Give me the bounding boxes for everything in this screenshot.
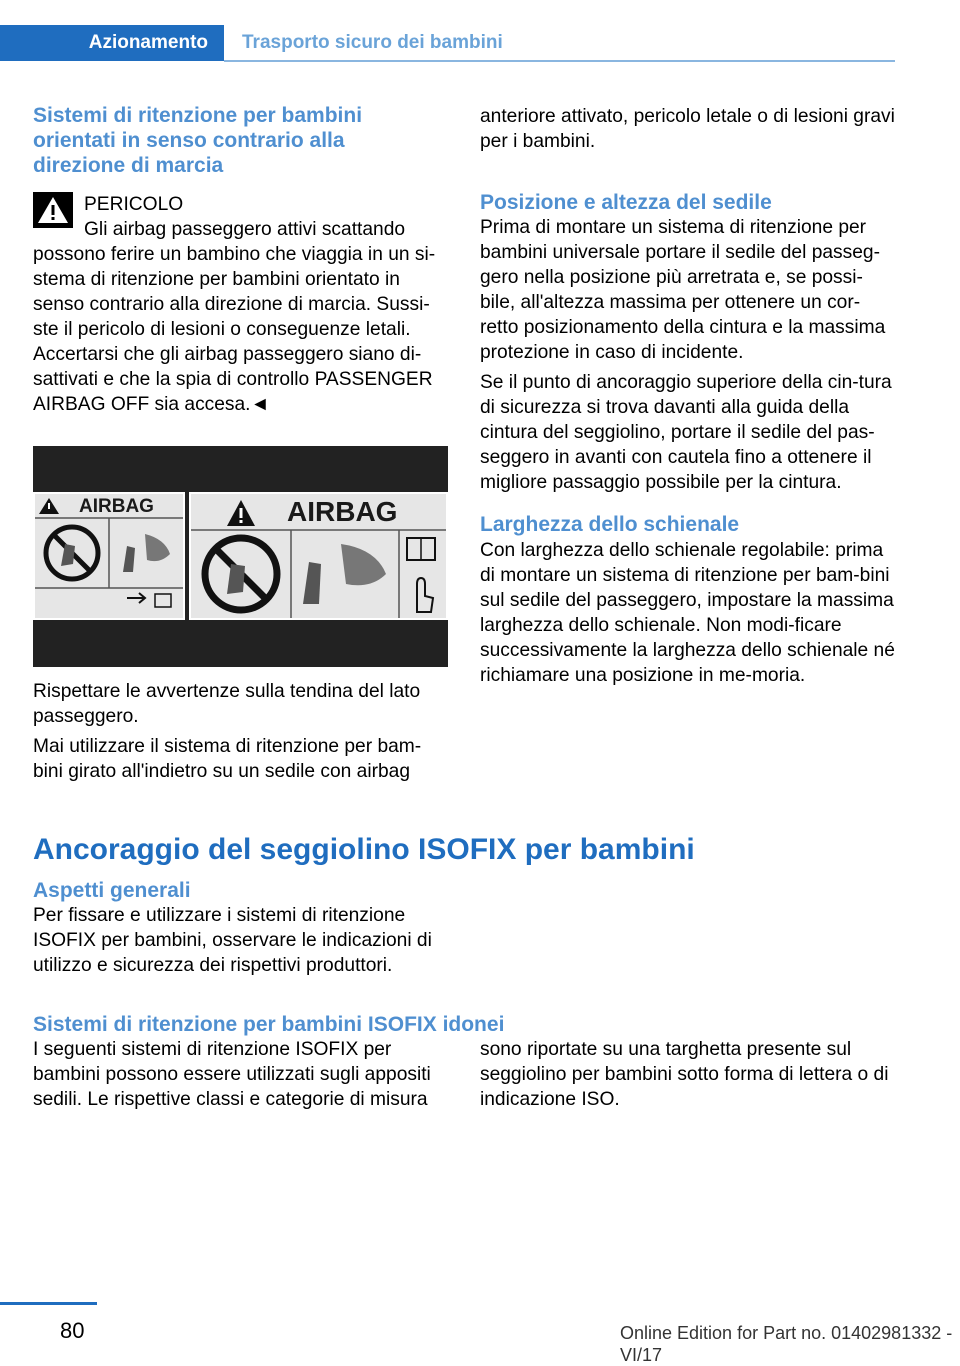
airbag-panel-small	[33, 492, 185, 620]
header-tabs	[0, 25, 895, 61]
paragraph-backrest-width: Con larghezza dello schienale regolabile: prima di montare un sistema di ritenzione per bam-bini sul sedile del passeggero, impostare la massima larghezza dello schienale. Non modi-ficare successivamente la larghezza dello schienale né richiamare una posizione in me-moria.	[480, 540, 895, 686]
tab-underline	[224, 60, 895, 62]
paragraph-seat-position-2: Se il punto di ancoraggio superiore della cin-tura di sicurezza si trova davanti alla guida della cintura del seggiolino, portare il sedile del pas-seggero in avanti con cautela fino a ottenere il migliore passaggio possibile per la cintura.	[480, 372, 892, 493]
heading-general: Aspetti generali	[33, 879, 191, 902]
tab-azionamento[interactable]	[0, 25, 224, 61]
paragraph-isofix-suitable-right: sono riportate su una targhetta presente sul seggiolino per bambini sotto forma di lettera o di indicazione ISO.	[480, 1039, 889, 1110]
paragraph-general: Per fissare e utilizzare i sistemi di ritenzione ISOFIX per bambini, osservare le indicazioni di utilizzo e sicurezza dei rispettivi produttori.	[33, 905, 432, 976]
isofix-suitable-right	[480, 1037, 895, 1112]
heading-seat-position: Posizione e altezza del sedile	[480, 191, 772, 214]
right-column	[480, 104, 895, 688]
isofix-suitable-heading-wrap	[33, 1012, 913, 1037]
airbag-label-figure	[33, 446, 448, 667]
airbag-panel-large	[189, 492, 448, 620]
warning-text: Gli airbag passeggero attivi scattando possono ferire un bambino che viaggia in un si-stema di ritenzione per bambini orientato in senso contrario alla direzione di marcia. Sussi-ste il pericolo di lesioni o conseguenze letali. Accertarsi che gli airbag passeggero siano di-sattivati e che la spia di controllo PASSENGER AIRBAG OFF sia accesa.◄	[33, 219, 436, 415]
paragraph-curtain-warning: Rispettare le avvertenze sulla tendina del lato passeggero.	[33, 681, 421, 727]
paragraph-isofix-suitable-left: I seguenti sistemi di ritenzione ISOFIX per bambini possono essere utilizzati sugli appositi sedili. Le rispettive classi e categorie di misura	[33, 1039, 431, 1110]
paragraph-seat-position-1: Prima di montare un sistema di ritenzione per bambini universale portare il sedile del passeg-gero nella posizione più arretrata e, se possi-bile, all'altezza massima per ottenere un cor-retto posizionamento della cintura e la massima protezione in caso di incidente.	[480, 217, 886, 363]
section-heading-rear-facing: Sistemi di ritenzione per bambini orientati in senso contrario alla direzione di marcia	[33, 104, 363, 177]
isofix-section	[33, 832, 913, 868]
isofix-general	[33, 878, 448, 978]
left-column-lower	[33, 679, 448, 784]
tab-inactive-label: Trasporto sicuro dei bambini	[242, 32, 503, 53]
heading-isofix-suitable: Sistemi di ritenzione per bambini ISOFIX idonei	[33, 1013, 505, 1036]
tab-trasporto[interactable]	[224, 25, 503, 61]
left-column	[33, 103, 448, 178]
paragraph-continuation: anteriore attivato, pericolo letale o di lesioni gravi per i bambini.	[480, 106, 895, 152]
warning-title: PERICOLO	[84, 194, 184, 215]
warning-icon	[33, 192, 73, 228]
airbag-label-large: AIRBAG	[287, 496, 398, 527]
edition-note: Online Edition for Part no. 01402981332 - VI/17	[620, 1323, 953, 1365]
heading-backrest-width: Larghezza dello schienale	[480, 513, 740, 536]
tab-active-label: Azionamento	[88, 32, 208, 53]
footer-rule	[0, 1302, 97, 1305]
warning-block	[33, 192, 448, 417]
paragraph-never-use: Mai utilizzare il sistema di ritenzione per bam-bini girato all'indietro su un sedile con airbag	[33, 736, 422, 782]
isofix-title: Ancoraggio del seggiolino ISOFIX per bambini	[33, 833, 695, 866]
isofix-suitable-left	[33, 1037, 448, 1112]
page-number: 80	[60, 1318, 85, 1343]
airbag-label-small: AIRBAG	[79, 496, 154, 517]
